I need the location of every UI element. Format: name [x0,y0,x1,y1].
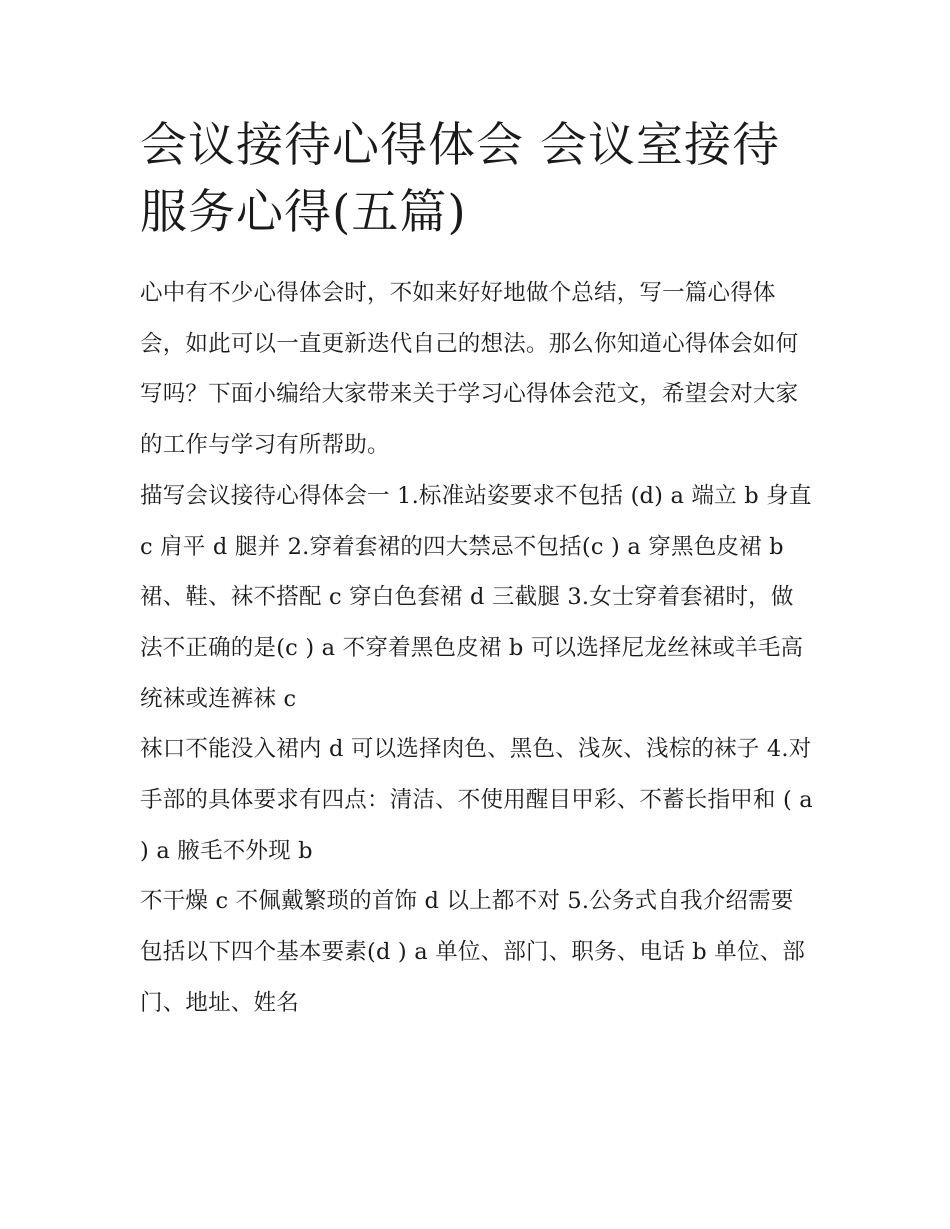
paragraph-4: 不干燥 c 不佩戴繁琐的首饰 d 以上都不对 5.公务式自我介绍需要包括以下四个基本要素(d ) a 单位、部门、职务、电话 b 单位、部门、地址、姓名 [140,888,806,1016]
paragraph-1: 描写会议接待心得体会一 1.标准站姿要求不包括 (d) a 端立 b 身直 c 肩平 d 腿并 2.穿着套裙的四大禁忌不包括(c ) a 穿黑色皮裙 b [140,482,812,560]
paragraph-2: 裙、鞋、袜不搭配 c 穿白色套裙 d 三截腿 3.女士穿着套裙时，做法不正确的是(c ) a 不穿着黑色皮裙 b 可以选择尼龙丝袜或羊毛高统袜或连裤袜 c [140,584,804,712]
document-title: 会议接待心得体会 会议室接待服务心得(五篇) [140,118,780,240]
paragraph-3: 袜口不能没入裙内 d 可以选择肉色、黑色、浅灰、浅棕的袜子 4.对手部的具体要求有四点：清洁、不使用醒目甲彩、不蓄长指甲和 ( a ) a 腋毛不外现 b [140,736,813,864]
paragraph-intro: 心中有不少心得体会时，不如来好好地做个总结，写一篇心得体会，如此可以一直更新迭代自己的想法。那么你知道心得体会如何写吗？下面小编给大家带来关于学习心得体会范文，希望会对大家的工作与学习有所帮助。 [140,280,799,459]
document-page [140,112,816,1029]
